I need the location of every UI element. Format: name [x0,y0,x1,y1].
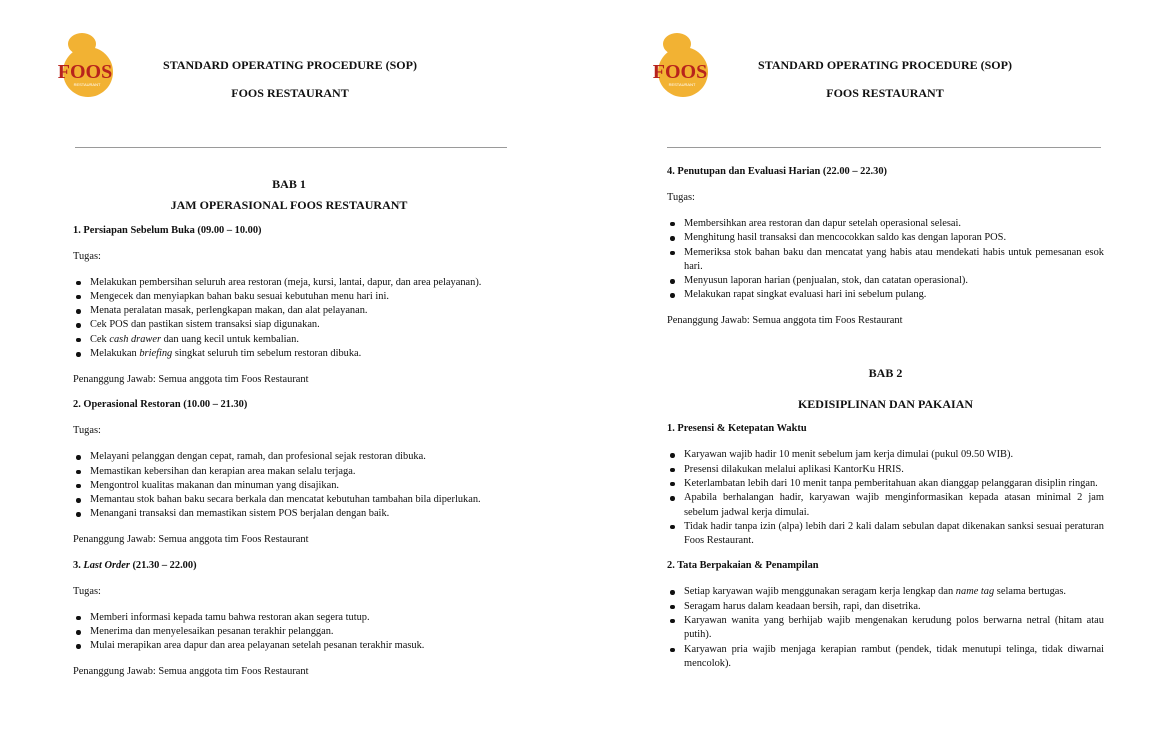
text-segment: 3. [73,559,84,571]
list-item [73,465,505,479]
text-segment: Membersihkan area restoran dan dapur setelah operasional selesai. [684,217,961,229]
italic-term: Last Order [83,559,130,571]
list-item [667,217,1104,231]
chapter-number: BAB 2 [868,365,903,380]
text-segment: dan uang kecil untuk kembalian. [161,333,299,345]
text-segment: Tidak hadir tanpa izin (alpa) lebih dari 2 kali dalam sebulan dapat dikenakan sanksi sesuai peraturan Foos Restaurant. [684,520,1104,547]
bullet-list [73,276,505,362]
bullet-list [73,450,505,521]
text-segment: singkat seluruh tim sebelum restoran dibuka. [172,348,362,360]
text-segment: Menata peralatan masak, perlengkapan makan, dan alat pelayanan. [90,305,368,317]
foos-restaurant-logo [55,28,117,100]
italic-term: briefing [139,348,173,360]
list-item [73,507,505,521]
list-item [73,493,505,507]
text-segment: 1. Presensi & Ketepatan Waktu [667,423,807,435]
list-item [667,477,1104,491]
tasks-label: Tugas: [73,585,101,597]
responsible-party: Penanggung Jawab: Semua anggota tim Foos Restaurant [667,315,903,327]
text-segment: Menghitung hasil transaksi dan mencocokkan saldo kas dengan laporan POS. [684,232,1007,244]
chapter-title: KEDISIPLINAN DAN PAKAIAN [797,397,974,412]
svg-text:FOOS: FOOS [57,61,113,83]
section-heading [667,559,1104,573]
text-segment: Mengontrol kualitas makanan dan minuman yang disajikan. [90,479,340,491]
bullet-list [667,585,1104,671]
section-heading [73,559,505,573]
tasks-label: Tugas: [73,425,101,437]
italic-term: name tag [955,586,995,598]
header-divider [75,147,507,148]
text-segment: Karyawan wanita yang berhijab wajib mengenakan kerudung polos berwarna netral (hitam atau putih). [684,614,1104,641]
list-item [73,625,505,639]
text-segment: Cek [90,333,110,345]
section-heading [667,165,1104,179]
page-content [667,165,1104,671]
text-segment: Melayani pelanggan dengan cepat, ramah, dan profesional sejak restoran dibuka. [90,451,426,463]
tasks-label: Tugas: [73,250,101,262]
section-heading [73,398,505,412]
list-item [667,491,1104,520]
text-segment: Apabila berhalangan hadir, karyawan wajib menginformasikan kepada atasan minimal 2 jam sebelum jadwal kerja dimulai. [684,492,1104,518]
text-segment: 4. Penutupan dan Evaluasi Harian (22.00 – 22.30) [667,166,887,177]
list-item [667,600,1104,614]
header-title: STANDARD OPERATING PROCEDURE (SOP) [163,58,417,72]
text-segment: (21.30 – 22.00) [129,559,197,571]
text-segment: selama bertugas. [994,586,1067,598]
list-item [667,231,1104,245]
text-segment: Melakukan [90,348,140,360]
list-item [667,520,1104,549]
section-heading [667,422,1104,436]
svg-text:RESTAURANT: RESTAURANT [73,82,101,87]
bullet-list [73,611,505,654]
text-segment: Menangani transaksi dan memastikan sistem POS berjalan dengan baik. [90,508,390,520]
text-segment: Presensi dilakukan melalui aplikasi KantorKu HRIS. [684,463,904,475]
svg-text:FOOS: FOOS [652,61,708,83]
text-segment: Melakukan rapat singkat evaluasi hari ini sebelum pulang. [684,289,927,301]
text-segment: Memeriksa stok bahan baku dan mencatat yang habis atau mendekati habis untuk pemesanan esok hari. [684,246,1104,272]
responsible-party: Penanggung Jawab: Semua anggota tim Foos Restaurant [73,534,309,546]
text-segment: Karyawan wajib hadir 10 menit sebelum jam kerja dimulai (pukul 09.50 WIB). [684,449,1014,461]
header-divider [667,147,1101,148]
list-item [73,318,505,332]
list-item [73,290,505,304]
list-item [667,614,1104,643]
list-item [73,479,505,493]
text-segment: Menerima dan menyelesaikan pesanan terakhir pelanggan. [90,626,334,638]
text-segment: Memberi informasi kepada tamu bahwa restoran akan segera tutup. [90,611,370,623]
list-item [73,347,505,361]
list-item [73,304,505,318]
header-subtitle: FOOS RESTAURANT [826,86,944,100]
list-item [667,246,1104,275]
list-item [667,463,1104,477]
section-heading [73,224,505,238]
svg-text:RESTAURANT: RESTAURANT [668,82,696,87]
text-segment: Mulai merapikan area dapur dan area pelayanan setelah pesanan terakhir masuk. [90,640,425,652]
list-item [667,448,1104,462]
text-segment: Setiap karyawan wajib menggunakan seragam kerja lengkap dan [684,586,956,598]
list-item [667,585,1104,599]
list-item [73,450,505,464]
document-page-1 [0,0,576,735]
list-item [667,274,1104,288]
text-segment: Memantau stok bahan baku secara berkala dan mencatat kebutuhan tambahan bila diperlukan. [90,494,481,506]
responsible-party: Penanggung Jawab: Semua anggota tim Foos Restaurant [73,666,309,678]
text-segment: Mengecek dan menyiapkan bahan baku sesuai kebutuhan menu hari ini. [90,290,389,302]
text-segment: Memastikan kebersihan dan kerapian area makan selalu terjaga. [90,465,356,477]
tasks-label: Tugas: [667,191,695,203]
text-segment: Seragam harus dalam keadaan bersih, rapi, dan disetrika. [684,600,921,612]
bullet-list [667,217,1104,303]
list-item [667,288,1104,302]
page-content [73,166,505,680]
text-segment: 2. Tata Berpakaian & Penampilan [667,560,819,572]
text-segment: Keterlambatan lebih dari 10 menit tanpa pemberitahuan akan dianggap pelanggaran disiplin ringan. [684,477,1098,489]
text-segment: Melakukan pembersihan seluruh area restoran (meja, kursi, lantai, dapur, dan area pelayanan). [90,276,482,288]
responsible-party: Penanggung Jawab: Semua anggota tim Foos Restaurant [73,374,309,386]
text-segment: Menyusun laporan harian (penjualan, stok, dan catatan operasional). [684,275,968,287]
italic-term: cash drawer [109,333,162,345]
header-title: STANDARD OPERATING PROCEDURE (SOP) [758,58,1012,72]
text-segment: 1. Persiapan Sebelum Buka (09.00 – 10.00) [73,224,262,236]
list-item [73,639,505,653]
text-segment: Karyawan pria wajib menjaga kerapian rambut (pendek, tidak menutupi telinga, tidak diwarnai mencolok). [684,643,1104,669]
list-item [73,611,505,625]
list-item [73,276,505,290]
foos-restaurant-logo [650,28,712,100]
text-segment: Cek POS dan pastikan sistem transaksi siap digunakan. [90,319,320,331]
chapter-number: BAB 1 [272,177,306,191]
list-item [73,333,505,347]
bullet-list [667,448,1104,548]
document-page-2 [576,0,1153,735]
header-subtitle: FOOS RESTAURANT [231,86,349,100]
list-item [667,643,1104,672]
text-segment: 2. Operasional Restoran (10.00 – 21.30) [73,399,248,411]
chapter-title: JAM OPERASIONAL FOOS RESTAURANT [170,198,408,213]
